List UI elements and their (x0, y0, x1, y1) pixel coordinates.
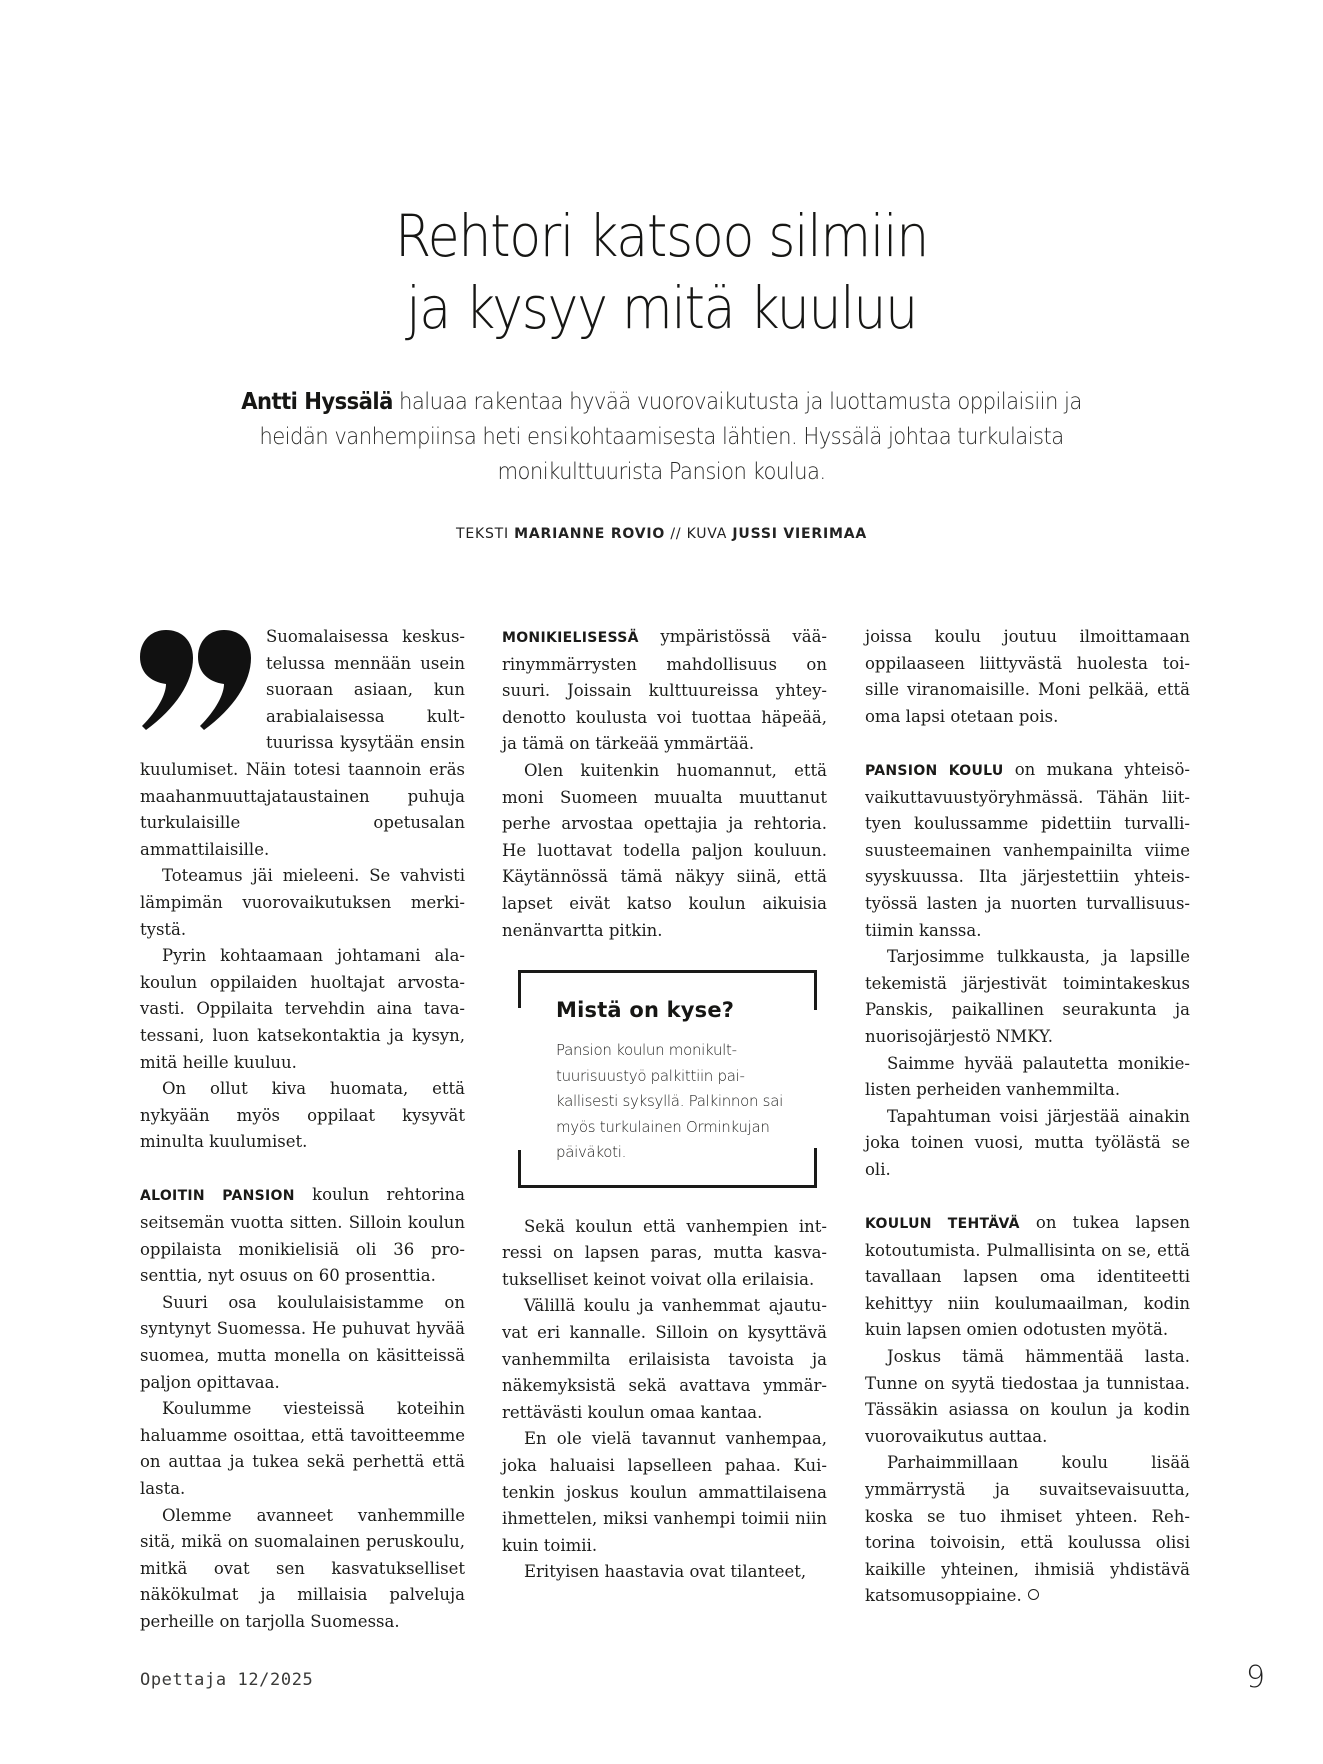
factbox-bracket (518, 970, 521, 1008)
factbox-text: Pansion koulun monikulttuurisuustyö palkittiin paikallisesti syksyllä. Palkinnon sai myös turkulainen Orminkujan päiväkoti. (556, 1041, 783, 1162)
factbox-title: Mistä on kyse? (556, 998, 735, 1023)
col3-paragraph-3: Tarjosimme tulkkausta, ja lapsille tekemistä järjestivät toimintakeskus Panskis, paikallinen seurakunta ja nuorisojärjestö NMKY. (865, 947, 1190, 1046)
col1-section-2 (140, 1182, 465, 1289)
byline-text-label: TEKSTI (455, 526, 515, 542)
col1-paragraph-2: Toteamus jäi mieleeni. Se vahvisti lämpimän vuorovaikutuksen merkitystä. (140, 866, 465, 939)
body-column-3 (865, 624, 1190, 1610)
lead-text: haluaa rakentaa hyvää vuorovaikutusta ja luottamusta oppilaisiin ja heidän vanhempiinsa heti ensikohtaamisesta lähtien. Hyssälä johtaa turkulaista monikulttuurista Pansion koulua. (259, 389, 1082, 485)
col3-paragraph-5: Tapahtuman voisi järjestää ainakin joka toinen vuosi, mutta työlästä se oli. (865, 1106, 1190, 1179)
col1-paragraph-4: On ollut kiva huomata, että nykyään myös oppilaat kysyvät minulta kuulumiset. (140, 1079, 465, 1152)
factbox-bracket (518, 1150, 521, 1188)
closing-text: Parhaimmillaan koulu lisää ymmärrystä ja suvaitsevaisuutta, koska se tuo ihmiset yhteen. Rehtorina toivoisin, että koulussa olisi kaikille yhteinen, ihmisiä yhdistävä katsomusoppiaine. (865, 1453, 1190, 1606)
col3-section-3 (865, 1210, 1190, 1344)
section-text: on mukana yhteisövaikuttavuustyöryhmässä. Tähän liittyen koulussamme pidettiin turvallisuusteemainen vanhempainilta viime syyskuussa. Ilta järjestettiin yhteistyössä lasten ja nuorten turvallisuustiimin kanssa. (865, 759, 1190, 940)
body-column-2 (502, 624, 827, 1586)
body-column-1 (140, 624, 465, 1636)
col3-paragraph-4: Saimme hyvää palautetta monikielisten perheiden vanhemmilta. (865, 1053, 1190, 1100)
byline-photo-label: KUVA (686, 526, 733, 542)
article-title (66, 200, 1257, 344)
col3-paragraph-1: joissa koulu joutuu ilmoittamaan oppilaaseen liittyvästä huolesta toisille viranomaisille. Moni pelkää, että oma lapsi otetaan pois. (865, 627, 1190, 726)
col1-paragraph-5: Suuri osa koululaisistamme on syntynyt Suomessa. He puhuvat hyvää suomea, mutta monella on käsitteissä paljon opittavaa. (140, 1292, 465, 1392)
title-line-2: ja kysyy mitä kuuluu (406, 274, 917, 342)
lead-name: Antti Hyssälä (241, 389, 393, 415)
quote-mark-icon (138, 630, 254, 734)
col2-paragraph-6: Erityisen haastavia ovat tilanteet, (524, 1562, 807, 1582)
magazine-issue: Opettaja 12/2025 (140, 1670, 314, 1690)
byline-author: MARIANNE ROVIO (514, 526, 666, 542)
factbox-border-top (518, 970, 817, 973)
section-text: koulun rehtorina seitsemän vuotta sitten. Silloin koulun oppilaista monikielisiä oli 36 prosenttia, nyt osuus on 60 prosenttia. (140, 1185, 465, 1286)
byline (0, 526, 1323, 542)
col2-paragraph-2: Olen kuitenkin huomannut, että moni Suomeen muualta muuttanut perhe arvostaa opettajia ja rehtoria. He luottavat todella paljon kouluun. Käytännössä tämä näkyy siinä, että lapset eivät katso koulun aikuisia nenänvartta pitkin. (502, 760, 827, 940)
factbox (518, 970, 817, 1188)
factbox-bracket (814, 1148, 817, 1188)
col2-section-1 (502, 624, 827, 758)
col3-section-2 (865, 757, 1190, 944)
section-lead-caps: KOULUN TEHTÄVÄ (865, 1216, 1020, 1233)
col1-paragraph-3: Pyrin kohtaamaan johtamani alakoulun oppilaiden huoltajat arvostavasti. Oppilaita tervehdin aina tavatessani, luon katsekontaktia ja kysyn, mitä heille kuuluu. (140, 946, 465, 1072)
section-lead-caps: MONIKIELISESSÄ (502, 630, 639, 646)
byline-separator: // (665, 526, 687, 542)
title-line-1: Rehtori katsoo silmiin (395, 202, 928, 270)
factbox-border-bottom (518, 1185, 817, 1188)
col1-paragraph-6: Koulumme viesteissä koteihin haluamme osoittaa, että tavoitteemme on auttaa ja tukea sekä perhettä että lasta. (140, 1399, 465, 1498)
byline-photographer: JUSSI VIERIMAA (732, 526, 868, 542)
end-of-article-icon (1028, 1589, 1039, 1600)
section-lead-caps: PANSION KOULU (865, 762, 1004, 779)
col3-paragraph-7: Joskus tämä hämmentää lasta. Tunne on syytä tiedostaa ja tunnistaa. Tässäkin asiassa on koulun ja kodin vuorovaikutus auttaa. (865, 1347, 1190, 1446)
col1-paragraph-1: Suomalaisessa keskustelussa mennään usein suoraan asiaan, kun arabialaisessa kulttuurissa kysytään ensin kuulumiset. Näin totesi taannoin eräs maahanmuuttajataustainen puhuja turkulaisille opetusalan ammattilaisille. (140, 627, 465, 859)
factbox-bracket (814, 970, 817, 1010)
section-lead-caps: ALOITIN PANSION (140, 1188, 295, 1205)
lead-paragraph (237, 385, 1086, 490)
section-text: ympäristössä väärinymmärrysten mahdollisuus on suuri. Joissain kulttuureissa yhteydenotto koulusta voi tuottaa häpeää, ja tämä on tärkeää ymmärtää. (502, 627, 827, 754)
section-text: on tukea lapsen kotoutumista. Pulmallisinta on se, että tavallaan lapsen oma identiteetti kehittyy niin koulumaailman, kodin kuin lapsen omien odotusten myötä. (865, 1213, 1190, 1340)
col2-paragraph-4: Välillä koulu ja vanhemmat ajautuvat eri kannalle. Silloin on kysyttävä vanhemmilta erilaisista tavoista ja näkemyksistä sekä avattava ymmärrettävästi koulun omaa kantaa. (502, 1296, 827, 1422)
col2-paragraph-3: Sekä koulun että vanhempien intressi on lapsen paras, mutta kasvatukselliset keinot voivat olla erilaisia. (502, 1216, 827, 1289)
col3-paragraph-8 (865, 1450, 1190, 1610)
page-number: 9 (1246, 1660, 1266, 1695)
col1-paragraph-7: Olemme avanneet vanhemmille sitä, mikä on suomalainen peruskoulu, mitkä ovat sen kasvatukselliset näkökulmat ja millaisia palveluja perheille on tarjolla Suomessa. (140, 1505, 465, 1631)
col2-paragraph-5: En ole vielä tavannut vanhempaa, joka haluaisi lapselleen pahaa. Kuitenkin joskus koulun ammattilaisena ihmettelen, miksi vanhempi toimii niin kuin toimii. (502, 1429, 827, 1555)
